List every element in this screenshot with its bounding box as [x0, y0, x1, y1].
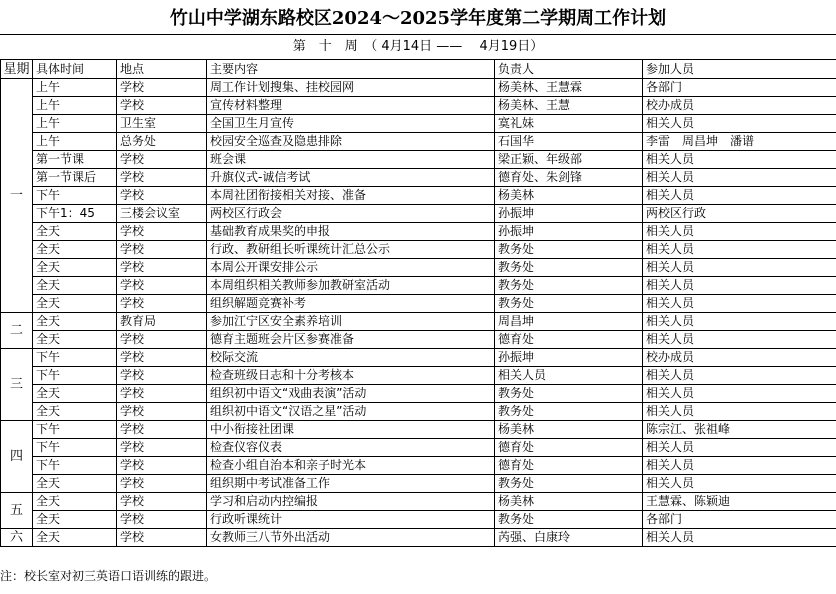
cell-participants: 相关人员: [643, 169, 836, 187]
cell-place: 学校: [117, 475, 207, 493]
cell-content: 组织解题竞赛补考: [207, 295, 495, 313]
cell-participants: 相关人员: [643, 295, 836, 313]
cell-place: 学校: [117, 529, 207, 547]
header-place: 地点: [117, 60, 207, 79]
cell-participants: 两校区行政: [643, 205, 836, 223]
cell-content: 行政听课统计: [207, 511, 495, 529]
cell-participants: 校办成员: [643, 349, 836, 367]
table-row: [1, 529, 836, 547]
cell-participants: 王慧霖、陈颖迪: [643, 493, 836, 511]
cell-place: 学校: [117, 277, 207, 295]
table-row: [1, 241, 836, 259]
cell-owner: 杨美林: [495, 187, 643, 205]
table-row: [1, 439, 836, 457]
day-cell: 五: [1, 493, 33, 529]
cell-owner: 教务处: [495, 295, 643, 313]
table-row: [1, 133, 836, 151]
cell-owner: 教务处: [495, 475, 643, 493]
header-participants: 参加人员: [643, 60, 836, 79]
cell-place: 学校: [117, 223, 207, 241]
cell-owner: 教务处: [495, 385, 643, 403]
cell-owner: 芮强、白康玲: [495, 529, 643, 547]
cell-place: 学校: [117, 169, 207, 187]
cell-owner: 孙振坤: [495, 205, 643, 223]
cell-place: 三楼会议室: [117, 205, 207, 223]
table-row: [1, 205, 836, 223]
cell-participants: 相关人员: [643, 529, 836, 547]
cell-place: 学校: [117, 97, 207, 115]
cell-time: 全天: [33, 475, 117, 493]
cell-place: 总务处: [117, 133, 207, 151]
cell-time: 全天: [33, 511, 117, 529]
cell-content: 升旗仪式-诚信考试: [207, 169, 495, 187]
cell-time: 上午: [33, 97, 117, 115]
cell-content: 本周组织相关教师参加教研室活动: [207, 277, 495, 295]
cell-place: 学校: [117, 385, 207, 403]
cell-content: 检查仪容仪表: [207, 439, 495, 457]
cell-content: 周工作计划搜集、挂校园网: [207, 79, 495, 97]
table-row: [1, 493, 836, 511]
cell-content: 组织初中语文“汉语之星”活动: [207, 403, 495, 421]
day-cell: 二: [1, 313, 33, 349]
header-day: 星期: [1, 60, 33, 79]
cell-owner: 相关人员: [495, 367, 643, 385]
cell-participants: 相关人员: [643, 151, 836, 169]
table-row: [1, 151, 836, 169]
cell-time: 全天: [33, 277, 117, 295]
cell-time: 下午: [33, 457, 117, 475]
cell-place: 学校: [117, 295, 207, 313]
table-row: [1, 115, 836, 133]
cell-owner: 教务处: [495, 511, 643, 529]
cell-time: 全天: [33, 223, 117, 241]
cell-time: 下午: [33, 367, 117, 385]
cell-time: 全天: [33, 259, 117, 277]
table-row: [1, 223, 836, 241]
cell-content: 班会课: [207, 151, 495, 169]
cell-place: 学校: [117, 259, 207, 277]
table-row: [1, 97, 836, 115]
table-row: [1, 457, 836, 475]
day-cell: 一: [1, 79, 33, 313]
table-row: [1, 169, 836, 187]
cell-participants: 陈宗江、张祖峰: [643, 421, 836, 439]
cell-time: 全天: [33, 313, 117, 331]
cell-owner: 教务处: [495, 241, 643, 259]
cell-owner: 德育处: [495, 439, 643, 457]
table-row: [1, 403, 836, 421]
cell-owner: 梁正颖、年级部: [495, 151, 643, 169]
cell-place: 学校: [117, 439, 207, 457]
cell-content: 学习和启动内控编报: [207, 493, 495, 511]
cell-time: 第一节课: [33, 151, 117, 169]
cell-content: 检查小组自治本和亲子时光本: [207, 457, 495, 475]
cell-content: 女教师三八节外出活动: [207, 529, 495, 547]
cell-time: 全天: [33, 529, 117, 547]
cell-time: 下午: [33, 349, 117, 367]
cell-participants: 相关人员: [643, 385, 836, 403]
cell-participants: 相关人员: [643, 115, 836, 133]
day-cell: 六: [1, 529, 33, 547]
cell-time: 上午: [33, 133, 117, 151]
cell-participants: 相关人员: [643, 367, 836, 385]
cell-owner: 杨美林、王慧: [495, 97, 643, 115]
cell-owner: 杨美林、王慧霖: [495, 79, 643, 97]
cell-owner: 石国华: [495, 133, 643, 151]
table-row: [1, 259, 836, 277]
cell-place: 学校: [117, 241, 207, 259]
cell-owner: 教务处: [495, 277, 643, 295]
cell-time: 上午: [33, 79, 117, 97]
week-label: 第 十 周 （ 4月14日 —— 4月19日）: [0, 34, 836, 59]
cell-time: 全天: [33, 295, 117, 313]
cell-place: 学校: [117, 511, 207, 529]
cell-content: 中小衔接社团课: [207, 421, 495, 439]
cell-owner: 杨美林: [495, 421, 643, 439]
cell-place: 学校: [117, 187, 207, 205]
cell-place: 学校: [117, 421, 207, 439]
cell-place: 卫生室: [117, 115, 207, 133]
cell-participants: 李雷 周昌坤 潘谱: [643, 133, 836, 151]
header-time: 具体时间: [33, 60, 117, 79]
cell-time: 下午: [33, 187, 117, 205]
cell-place: 学校: [117, 331, 207, 349]
table-row: [1, 421, 836, 439]
cell-content: 组织期中考试准备工作: [207, 475, 495, 493]
cell-participants: 相关人员: [643, 277, 836, 295]
cell-time: 下午: [33, 421, 117, 439]
cell-owner: 德育处: [495, 457, 643, 475]
cell-place: 学校: [117, 349, 207, 367]
cell-content: 组织初中语文“戏曲表演”活动: [207, 385, 495, 403]
cell-content: 校园安全巡查及隐患排除: [207, 133, 495, 151]
cell-time: 全天: [33, 403, 117, 421]
table-row: [1, 349, 836, 367]
cell-time: 全天: [33, 493, 117, 511]
cell-content: 参加江宁区安全素养培训: [207, 313, 495, 331]
cell-content: 全国卫生月宣传: [207, 115, 495, 133]
table-row: [1, 313, 836, 331]
cell-content: 本周公开课安排公示: [207, 259, 495, 277]
table-row: [1, 295, 836, 313]
table-row: [1, 331, 836, 349]
day-cell: 三: [1, 349, 33, 421]
table-row: [1, 79, 836, 97]
cell-time: 下午: [33, 439, 117, 457]
cell-content: 检查班级日志和十分考核本: [207, 367, 495, 385]
table-row: [1, 385, 836, 403]
cell-place: 学校: [117, 79, 207, 97]
header-content: 主要内容: [207, 60, 495, 79]
cell-time: 第一节课后: [33, 169, 117, 187]
cell-content: 德育主题班会片区参赛准备: [207, 331, 495, 349]
cell-participants: 相关人员: [643, 331, 836, 349]
cell-content: 两校区行政会: [207, 205, 495, 223]
cell-content: 校际交流: [207, 349, 495, 367]
cell-participants: 相关人员: [643, 223, 836, 241]
cell-participants: 相关人员: [643, 187, 836, 205]
table-row: [1, 187, 836, 205]
table-row: [1, 511, 836, 529]
cell-content: 本周社团衔接相关对接、准备: [207, 187, 495, 205]
cell-time: 全天: [33, 385, 117, 403]
cell-place: 学校: [117, 151, 207, 169]
footnote: 注：校长室对初三英语口语训练的跟进。: [0, 569, 217, 583]
cell-content: 宣传材料整理: [207, 97, 495, 115]
schedule-table: [0, 59, 836, 547]
cell-place: 学校: [117, 493, 207, 511]
table-row: [1, 367, 836, 385]
cell-owner: 德育处、朱剑锋: [495, 169, 643, 187]
table-row: [1, 277, 836, 295]
page-title: 竹山中学湖东路校区2024～2025学年度第二学期周工作计划: [169, 8, 667, 29]
cell-participants: 相关人员: [643, 475, 836, 493]
cell-owner: 教务处: [495, 259, 643, 277]
header-owner: 负责人: [495, 60, 643, 79]
cell-time: 下午1：45: [33, 205, 117, 223]
cell-participants: 相关人员: [643, 241, 836, 259]
cell-participants: 相关人员: [643, 403, 836, 421]
cell-time: 上午: [33, 115, 117, 133]
cell-time: 全天: [33, 331, 117, 349]
schedule-body: [1, 60, 836, 547]
cell-content: 基础教育成果奖的申报: [207, 223, 495, 241]
cell-owner: 孙振坤: [495, 223, 643, 241]
day-cell: 四: [1, 421, 33, 493]
cell-place: 学校: [117, 367, 207, 385]
table-row: [1, 475, 836, 493]
cell-owner: 孙振坤: [495, 349, 643, 367]
cell-owner: 杨美林: [495, 493, 643, 511]
cell-participants: 相关人员: [643, 457, 836, 475]
cell-place: 学校: [117, 403, 207, 421]
cell-owner: 德育处: [495, 331, 643, 349]
cell-participants: 各部门: [643, 79, 836, 97]
cell-participants: 各部门: [643, 511, 836, 529]
cell-participants: 相关人员: [643, 313, 836, 331]
cell-owner: 周昌坤: [495, 313, 643, 331]
cell-owner: 寞礼妹: [495, 115, 643, 133]
cell-time: 全天: [33, 241, 117, 259]
cell-owner: 教务处: [495, 403, 643, 421]
cell-place: 教育局: [117, 313, 207, 331]
cell-participants: 相关人员: [643, 439, 836, 457]
header-row: [1, 60, 836, 79]
cell-place: 学校: [117, 457, 207, 475]
cell-participants: 相关人员: [643, 259, 836, 277]
cell-content: 行政、教研组长听课统计汇总公示: [207, 241, 495, 259]
cell-participants: 校办成员: [643, 97, 836, 115]
